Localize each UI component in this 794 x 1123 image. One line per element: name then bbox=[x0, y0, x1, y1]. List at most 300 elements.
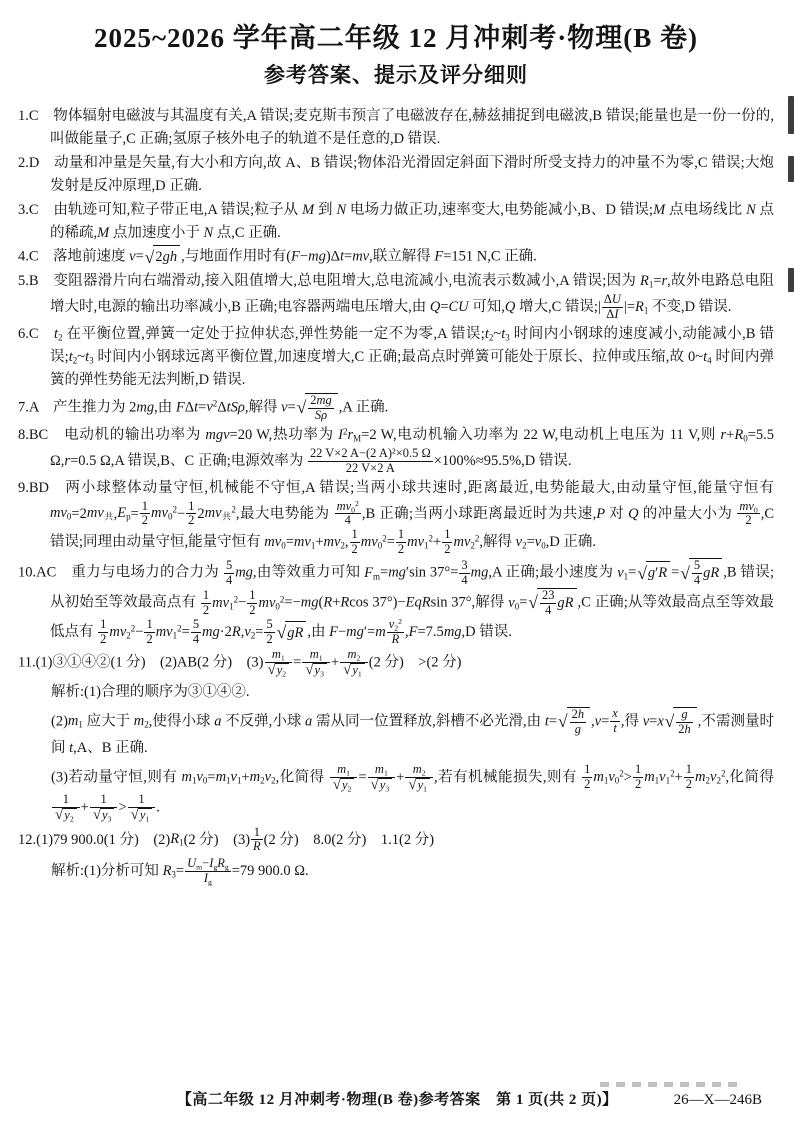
scan-edge-mark bbox=[788, 96, 794, 134]
math-var: mg bbox=[388, 564, 406, 581]
radicand bbox=[378, 778, 392, 793]
subscript: 2 bbox=[69, 813, 74, 823]
subscript: 2 bbox=[72, 355, 78, 366]
math-var: $mv_1^2$ bbox=[155, 623, 182, 641]
subscript: 0 bbox=[66, 511, 72, 522]
math-var: $mv_0^2$ bbox=[360, 533, 387, 551]
answer-item-6: 6.C $t_2$ 在平衡位置,弹簧一定处于拉伸状态,弹性势能一定不为零,A 错误$;t_2\sim t_3$ 时间内小钢球的速度减小,动能减小,B 错误$;t_2\sim t_3$ 时间内小钢球远离平衡位置,加速度增大,C 正确;最高点时弹簧可能处于原长、拉伸或压缩,故 $0\sim t_4$ 时间内弹簧的弹性势能无法判断,D 错误. bbox=[18, 326, 775, 388]
math-var: $R_1$ bbox=[170, 831, 184, 848]
math-var: x bbox=[612, 706, 618, 721]
fraction bbox=[340, 648, 368, 678]
radical-sign: √ bbox=[528, 592, 538, 613]
radicand bbox=[138, 808, 152, 823]
math-var: h bbox=[684, 721, 691, 736]
math-var: $t_3$ bbox=[85, 349, 94, 366]
subscript: 1 bbox=[643, 305, 649, 316]
scan-edge-mark bbox=[788, 268, 794, 292]
math-var: $v_0$ bbox=[196, 768, 208, 786]
math-var: $mv_0^2$ bbox=[151, 504, 177, 522]
fraction bbox=[387, 618, 404, 647]
radicand: g ′ R bbox=[646, 561, 670, 585]
subscript: 1 bbox=[424, 540, 429, 551]
superscript: 2 bbox=[428, 533, 434, 544]
radicand bbox=[285, 621, 306, 645]
math-var: $v_1$ bbox=[617, 564, 629, 582]
math-var: mg bbox=[470, 564, 489, 581]
subscript: 1 bbox=[318, 653, 323, 663]
fraction-denominator: 2 bbox=[100, 632, 107, 647]
math-var: x bbox=[657, 713, 664, 730]
fraction bbox=[737, 500, 759, 529]
math-var: $mv_共$ bbox=[86, 505, 114, 522]
subscript: 1 bbox=[603, 775, 609, 786]
math-var: $m_1$ bbox=[181, 768, 197, 786]
math-var: v bbox=[281, 399, 288, 416]
math-var: $mv_1$ bbox=[293, 534, 316, 551]
math-var: R bbox=[391, 632, 400, 647]
radicand bbox=[673, 707, 696, 737]
math-var: v bbox=[594, 713, 602, 730]
fraction-numerator bbox=[265, 648, 293, 663]
math-var: Sρ bbox=[230, 399, 245, 416]
radicand bbox=[350, 663, 364, 678]
radicand bbox=[305, 393, 337, 423]
fraction-numerator: 22 V×2 A−(2 A)²×0.5 Ω bbox=[309, 445, 431, 460]
fraction bbox=[308, 447, 433, 476]
fraction-denominator bbox=[265, 663, 293, 678]
fraction bbox=[442, 528, 452, 557]
fraction bbox=[633, 763, 643, 792]
math-var: mg bbox=[316, 392, 332, 407]
math-var: N bbox=[336, 201, 347, 218]
fraction-numerator: $U_m-I_gR_g$ bbox=[187, 856, 229, 872]
fraction-numerator: 5 bbox=[266, 617, 273, 632]
subscript: 3 bbox=[385, 783, 390, 793]
subscript: 1 bbox=[383, 767, 388, 777]
subscript: 1 bbox=[226, 775, 231, 786]
fraction bbox=[186, 500, 196, 529]
subscript: 2 bbox=[716, 775, 721, 786]
square-root bbox=[333, 778, 355, 793]
superscript: 2 bbox=[354, 498, 359, 508]
math-var: $R_0$ bbox=[734, 426, 748, 444]
fraction-denominator bbox=[340, 663, 368, 678]
math-var: $m_2$ bbox=[133, 713, 149, 730]
subscript: 1 bbox=[623, 571, 629, 582]
superscript: 2 bbox=[619, 768, 624, 779]
math-var: M bbox=[653, 201, 666, 218]
math-var: $y_1$ bbox=[139, 807, 150, 823]
math-var: $y_2$ bbox=[64, 807, 74, 823]
math-var: M bbox=[302, 201, 315, 218]
subscript: 1 bbox=[78, 719, 83, 730]
fraction-numerator: 1 bbox=[146, 617, 153, 632]
math-var: v bbox=[642, 713, 650, 730]
fraction-numerator: 5 bbox=[693, 558, 701, 573]
math-var: $t_4$ bbox=[703, 349, 712, 366]
subscript: 0 bbox=[614, 775, 620, 786]
fraction-numerator: 1 bbox=[141, 498, 149, 513]
fraction-denominator: 2 bbox=[745, 513, 752, 528]
radical-sign: √ bbox=[637, 562, 647, 583]
math-var: $m_1$ bbox=[593, 768, 609, 786]
subscript: 2 bbox=[394, 623, 399, 633]
answer-item-3: 3.C 由轨迹可知,粒子带正电,A 错误;粒子从 M 到 N 电场力做正功,速率变大,电势能减小,B、D 错误;M 点电场线比 N 点的稀疏,M 点加速度小于 N 点,C 正确. bbox=[18, 201, 775, 241]
fraction bbox=[405, 763, 433, 793]
square-root bbox=[93, 808, 115, 823]
radicand bbox=[340, 778, 354, 793]
square-root bbox=[343, 663, 365, 678]
square-root bbox=[145, 245, 180, 269]
page-title: 2025~2026 学年高二年级 12 月冲刺考·物理(B 卷) bbox=[93, 23, 699, 53]
math-var: mg bbox=[443, 623, 462, 640]
math-var: R bbox=[323, 594, 333, 611]
math-var: t bbox=[339, 248, 345, 265]
math-var: $E_p$ bbox=[117, 505, 131, 522]
superscript: 2 bbox=[720, 768, 726, 779]
superscript: 2 bbox=[279, 594, 285, 605]
fraction bbox=[396, 528, 406, 557]
math-var: gR bbox=[557, 595, 574, 612]
math-var: $y_2$ bbox=[341, 777, 352, 793]
math-var: $m_1$ bbox=[644, 768, 660, 786]
fraction-denominator: 2 bbox=[141, 513, 149, 528]
radical-sign: √ bbox=[305, 661, 314, 678]
subscript: 0 bbox=[167, 511, 173, 522]
answer-item-12: 12.(1)79 900.0(1 分) $(2)R_1(2$ 分) (3) $\frac{1}{R}$ (2 分) 8.0(2 分) 1.1(2 分) bbox=[18, 824, 435, 854]
fraction bbox=[610, 707, 620, 736]
subscript: 3 bbox=[505, 332, 510, 343]
math-var: $U_m$ bbox=[187, 856, 203, 872]
footer-code: 26—X—246B bbox=[673, 1092, 762, 1108]
scan-edge-mark bbox=[788, 156, 794, 182]
fraction bbox=[224, 559, 234, 588]
subscript: 2 bbox=[144, 719, 149, 730]
math-var: $m_1$ bbox=[337, 761, 350, 777]
radical-sign: √ bbox=[370, 776, 379, 793]
answer-item-1: 1.C 物体辐射电磁波与其温度有关,A 错误;麦克斯韦预言了电磁波存在,赫兹捕捉到电磁波,B 错误;能量也是一份一份的,叫做能量子,C 正确;氢原子核外电子的轨道不是任意的,D 错误. bbox=[18, 108, 774, 147]
math-var: g bbox=[574, 721, 581, 736]
scan-artifact bbox=[600, 1082, 740, 1087]
fraction bbox=[251, 826, 263, 855]
math-var: mgv bbox=[205, 426, 230, 443]
math-var: F bbox=[175, 399, 185, 416]
fraction-denominator bbox=[570, 723, 586, 737]
math-var: $v^2$ bbox=[206, 398, 218, 416]
radical-sign: √ bbox=[55, 806, 64, 823]
subscript: 1 bbox=[172, 630, 178, 641]
math-var: $v_1$ bbox=[230, 768, 242, 786]
radical-sign: √ bbox=[408, 776, 417, 793]
math-var: $t_2$ bbox=[68, 349, 78, 366]
subscript: 3 bbox=[320, 669, 324, 679]
fraction-denominator bbox=[52, 808, 80, 823]
subscript: 0 bbox=[753, 504, 758, 514]
fraction-numerator: 1 bbox=[100, 617, 107, 632]
subscript: g bbox=[224, 862, 229, 872]
fraction-numerator: 1 bbox=[397, 527, 405, 542]
item-11-analysis: 解析:(1)合理的顺序为③①④②. bbox=[51, 683, 250, 700]
fraction bbox=[98, 618, 108, 647]
fraction bbox=[335, 500, 361, 529]
answer-item-7: 7.A 产生推力为 2mg,由 $F\Delta t=v^2\Delta tS\rho$,解得 v= √ $\frac{2mg}{S\rho}$ ,A 正确. bbox=[18, 392, 389, 422]
math-var: Q bbox=[504, 299, 516, 316]
math-var: mg bbox=[202, 623, 220, 640]
math-var: $m_2$ bbox=[347, 647, 361, 663]
fraction-numerator: 1 bbox=[188, 498, 195, 513]
math-var: $v_0$ bbox=[508, 594, 520, 612]
math-var: mg bbox=[346, 623, 364, 640]
fraction-numerator: 1 bbox=[251, 826, 263, 841]
math-var: $mv_2$ bbox=[323, 534, 345, 551]
math-var: r bbox=[720, 426, 727, 443]
footer-caption: 【高二年级 12 月冲刺考·物理(B 卷)参考答案 第 1 页(共 2 页)】 bbox=[176, 1092, 618, 1108]
math-var: gh bbox=[162, 249, 178, 266]
fraction-denominator: 2 bbox=[397, 542, 405, 557]
math-var: R bbox=[658, 565, 668, 582]
fraction-numerator: 23 bbox=[541, 588, 555, 603]
fraction-denominator bbox=[387, 633, 404, 647]
superscript: 2 bbox=[177, 623, 182, 634]
math-var: $v_2$ bbox=[515, 534, 527, 551]
superscript: 2 bbox=[398, 617, 403, 627]
subscript: g bbox=[208, 877, 212, 887]
fraction-denominator bbox=[90, 808, 118, 823]
math-var: $R_g$ bbox=[217, 856, 229, 872]
fraction bbox=[265, 648, 293, 678]
fraction-numerator bbox=[340, 648, 368, 663]
math-var: $t_2$ bbox=[484, 326, 494, 343]
math-var: $y_1$ bbox=[417, 777, 427, 793]
subscript: 1 bbox=[145, 813, 150, 823]
math-var: $F_m$ bbox=[364, 564, 380, 582]
math-var: F bbox=[329, 623, 338, 640]
subscript: 0 bbox=[202, 775, 208, 786]
square-root bbox=[131, 808, 153, 823]
math-var: gR bbox=[287, 624, 304, 641]
fraction-numerator: 1 bbox=[351, 527, 358, 542]
square-root bbox=[305, 663, 327, 678]
radical-sign: √ bbox=[680, 562, 690, 583]
square-root bbox=[680, 558, 722, 588]
superscript: 2 bbox=[231, 504, 236, 515]
fraction-numerator: 1 bbox=[202, 587, 210, 602]
fraction-numerator bbox=[676, 708, 692, 723]
math-var: $I^2$ bbox=[338, 426, 348, 443]
math-var: $v_2$ bbox=[244, 623, 256, 641]
math-var: $mv_共^2$ bbox=[204, 504, 236, 522]
fraction bbox=[144, 618, 154, 647]
subscript: 1 bbox=[236, 775, 242, 786]
subscript: g bbox=[213, 862, 218, 872]
subscript: 1 bbox=[423, 783, 427, 793]
math-var: g bbox=[681, 706, 688, 721]
subscript: 3 bbox=[171, 869, 176, 880]
math-var: F bbox=[291, 248, 300, 265]
fraction-numerator: 1 bbox=[52, 793, 80, 808]
fraction-denominator: 4 bbox=[192, 632, 200, 647]
math-var: mg bbox=[308, 248, 326, 265]
fraction bbox=[459, 559, 469, 588]
fraction bbox=[201, 589, 211, 618]
subscript: 0 bbox=[377, 540, 383, 551]
subscript: 2 bbox=[356, 653, 361, 663]
math-var: a bbox=[305, 713, 313, 730]
radicand bbox=[567, 707, 590, 737]
fraction bbox=[570, 708, 586, 737]
math-var: $mv_1^2$ bbox=[212, 594, 239, 612]
subscript: 0 bbox=[514, 601, 520, 612]
fraction bbox=[185, 857, 231, 886]
radicand bbox=[416, 778, 430, 793]
math-var: $v_2^2$ bbox=[388, 617, 403, 633]
math-var: mv bbox=[352, 248, 370, 265]
subscript: 0 bbox=[275, 601, 280, 612]
math-var: $m_2$ bbox=[695, 768, 711, 786]
fraction-numerator: 1 bbox=[685, 762, 693, 777]
fraction bbox=[540, 589, 556, 618]
math-var: mg bbox=[235, 564, 253, 581]
fraction bbox=[264, 618, 274, 647]
subscript: p bbox=[126, 511, 131, 522]
subscript: m bbox=[196, 862, 203, 872]
math-var: N bbox=[203, 224, 214, 241]
math-var: R bbox=[340, 594, 350, 611]
answer-item-10: 10.AC 重力与电场力的合力为 $\frac{5}{4}$ mg,由等效重力可知 $F_m=mg'\sin$ 37°= $\frac{3}{4}$ mg,A 正确;最小速度为 $v_1=$ √ g ′ R = √ $\frac{5}{4}$ gR ,B 错误;从初始至等效最高点有 $\frac{1}{2}$ $mv_1^2-$ $\frac{1}{2}$ $mv_0^2=-mg(R+Rcos$ 37°)−EqRsin 37°,解得 $v_0=$ √ $\frac{23}{4}$ gR ,C 正确;从等效最高点至等效最低点有 $\frac{1}{2}$ $mv_2^2-$ $\frac{1}{2}$ $mv_1^2=$ $\frac{5}{4}$ $mg\cdot 2R,v_2=$ $\frac{5}{2}$ √ gR ,由 F−mg′=m $\frac{v_2^2}{R}$ ,F=7.5mg,D 错误. bbox=[18, 557, 774, 647]
square-root bbox=[55, 808, 77, 823]
subscript: 4 bbox=[707, 355, 712, 366]
square-root bbox=[371, 778, 393, 793]
square-root bbox=[637, 561, 670, 585]
radical-sign: √ bbox=[296, 397, 307, 418]
fraction-numerator: 5 bbox=[225, 557, 233, 572]
math-var: N bbox=[746, 201, 756, 218]
math-var: $m_1$ bbox=[309, 647, 323, 663]
math-var: $r_M$ bbox=[347, 426, 362, 444]
math-var: t bbox=[544, 713, 549, 730]
math-var: m bbox=[375, 623, 386, 640]
math-var: $t_2$ bbox=[53, 326, 63, 343]
fraction bbox=[582, 763, 592, 792]
math-var: t bbox=[69, 739, 74, 756]
subscript: 1 bbox=[310, 540, 316, 551]
radical-sign: √ bbox=[144, 246, 155, 267]
subscript: 2 bbox=[57, 332, 63, 343]
fraction bbox=[676, 708, 692, 737]
radical-sign: √ bbox=[664, 711, 675, 732]
subscript: 1 bbox=[179, 837, 184, 848]
math-var: g bbox=[647, 565, 656, 582]
subscript: 2 bbox=[282, 669, 287, 679]
answer-item-11: 11.(1)③①④②(1 分) (2)AB(2 分) (3) $m_1$ √ $y_2$ = $m_1$ √ $y_3$ + $m_2$ √ $y_1$ (2 分) >(2 分) bbox=[18, 647, 462, 679]
subscript: 1 bbox=[665, 775, 671, 786]
fraction bbox=[308, 394, 333, 423]
math-var: r bbox=[661, 273, 668, 290]
subscript: 2 bbox=[126, 630, 131, 641]
math-var: $mv_1^2$ bbox=[407, 533, 434, 551]
fraction-denominator bbox=[368, 778, 396, 793]
superscript: 2 bbox=[212, 398, 218, 409]
fraction bbox=[302, 648, 330, 678]
math-var: $m_2$ bbox=[412, 761, 426, 777]
subscript: 1 bbox=[191, 775, 197, 786]
math-var: $mv_0$ bbox=[50, 505, 72, 522]
fraction-numerator bbox=[610, 707, 620, 722]
page-subtitle: 参考答案、提示及评分细则 bbox=[264, 63, 528, 87]
fraction-denominator bbox=[330, 778, 358, 793]
fraction-numerator: 2mg bbox=[310, 392, 332, 407]
fraction bbox=[128, 793, 156, 823]
fraction-numerator: 1 bbox=[634, 762, 642, 777]
subscript: 2 bbox=[705, 775, 711, 786]
fraction-numerator: ΔU bbox=[603, 292, 621, 307]
fraction-numerator: 5 bbox=[192, 617, 200, 632]
subscript: 0 bbox=[351, 504, 355, 514]
fraction-denominator: 4 bbox=[545, 603, 552, 618]
subscript: 3 bbox=[107, 813, 112, 823]
fraction-denominator bbox=[185, 872, 231, 886]
math-var: $m_1$ bbox=[215, 768, 231, 786]
math-var: $mv_2^2$ bbox=[109, 623, 136, 641]
item-11-part3: (3)若动量守恒,则有 $m_1v_0=m_1v_1+m_2v_2$,化简得 $m_1$ √ $y_2$ = $m_1$ √ $y_3$ + $m_2$ √ $y_1$ ,若有机械能损失,则有 $\frac{1}{2}$ $m_1v_0^2>$ $\frac{1}{2}$ $m_1v_1^2+$ $\frac{1}{2}$ $m_2v_2^2$,化简得 1 √ $y_2$ + 1 √ $y_3$ > 1 √ $y_1$ . bbox=[51, 761, 775, 823]
math-var: $I_g$ bbox=[203, 871, 212, 887]
fraction-denominator bbox=[128, 808, 156, 823]
fraction-numerator: 1 bbox=[90, 793, 118, 808]
fraction-numerator: 1 bbox=[444, 527, 451, 542]
answer-item-5: 5.B 变阻器滑片向右端滑动,接入阻值增大,总电阻增大,总电流减小,电流表示数减小,A 错误;因为 $R_1=r$,故外电路总电阻增大时,电源的输出功率减小,B 正确;电容器两端电压增大,由 Q=CU 可知,Q 增大,C 错误;| $\frac{\Delta U}{\Delta I}$ $|=R_1$ 不变,D 错误. bbox=[18, 273, 775, 322]
subscript: 1 bbox=[648, 280, 654, 291]
math-var: $v_0^2$ bbox=[608, 768, 624, 786]
radicand: 2 gh bbox=[153, 245, 180, 269]
subscript: 共 bbox=[221, 511, 232, 522]
fraction-numerator: 1 bbox=[128, 793, 156, 808]
fraction-numerator bbox=[405, 763, 433, 778]
subscript: 共 bbox=[103, 511, 114, 522]
fraction bbox=[350, 528, 360, 557]
fraction-denominator: 22 V×2 A bbox=[345, 460, 395, 475]
subscript: M bbox=[353, 433, 362, 444]
math-var: t bbox=[613, 721, 617, 736]
radicand bbox=[100, 808, 114, 823]
subscript: 2 bbox=[470, 540, 475, 551]
fraction-numerator: 1 bbox=[584, 762, 591, 777]
math-var: $v_2^2$ bbox=[710, 768, 726, 786]
math-var: mg bbox=[300, 594, 319, 611]
fraction-denominator: 2 bbox=[444, 542, 451, 557]
fraction bbox=[52, 793, 80, 823]
math-var: $y_1$ bbox=[352, 662, 362, 679]
subscript: 3 bbox=[89, 355, 94, 366]
math-var: I bbox=[614, 307, 619, 322]
fraction bbox=[684, 763, 694, 792]
fraction-denominator: ΔI bbox=[606, 307, 619, 322]
subscript: 2 bbox=[260, 775, 265, 786]
subscript: 2 bbox=[347, 783, 352, 793]
fraction-denominator: 4 bbox=[344, 513, 351, 528]
math-var: EqR bbox=[405, 594, 431, 611]
fraction-denominator: 2 bbox=[188, 513, 195, 528]
superscript: 2 bbox=[474, 533, 480, 544]
superscript: 2 bbox=[670, 768, 675, 779]
math-var: Q bbox=[429, 299, 441, 316]
fraction bbox=[602, 293, 623, 322]
item-11-part2: $(2)m_1$ 应大于 $m_2$,使得小球 a 不反弹,小球 a 需从同一位置释放,斜槽不必光滑,由 t= √ $\frac{2h}{g}$ ,v= $\frac{x}{t}$ ,得 v=x √ $\frac{g}{2h}$ ,不需测量时间 t,A、B 正确. bbox=[51, 706, 775, 756]
math-var: gR bbox=[703, 565, 720, 582]
math-var: R bbox=[231, 623, 241, 640]
subscript: 1 bbox=[346, 767, 350, 777]
math-var: r bbox=[64, 452, 71, 469]
answer-item-9: 9.BD 两小球整体动量守恒,机械能不守恒,A 错误;当两小球共速时,距离最近,电势能最大,由动量守恒,能量守恒有 $mv_0=2mv_共,E_p=$ $\frac{1}{2}$ $mv_0^2-$ $\frac{1}{2}$ $2mv_共^2$,最大电势能为 $\frac{mv_0^2}{4}$ ,B 正确;当两小球距离最近时为共速,P 对 Q 的冲量大小为 $\frac{mv_0}{2}$ ,C 错误;同理由动量守恒,能量守恒有 $mv_0=mv_1+mv_2$, $\frac{1}{2}$ $mv_0^2=$ $\frac{1}{2}$ $mv_1^2+$ $\frac{1}{2}$ $mv_2^2$,解得 $v_2=v_0,D$ 正确. bbox=[18, 479, 775, 557]
